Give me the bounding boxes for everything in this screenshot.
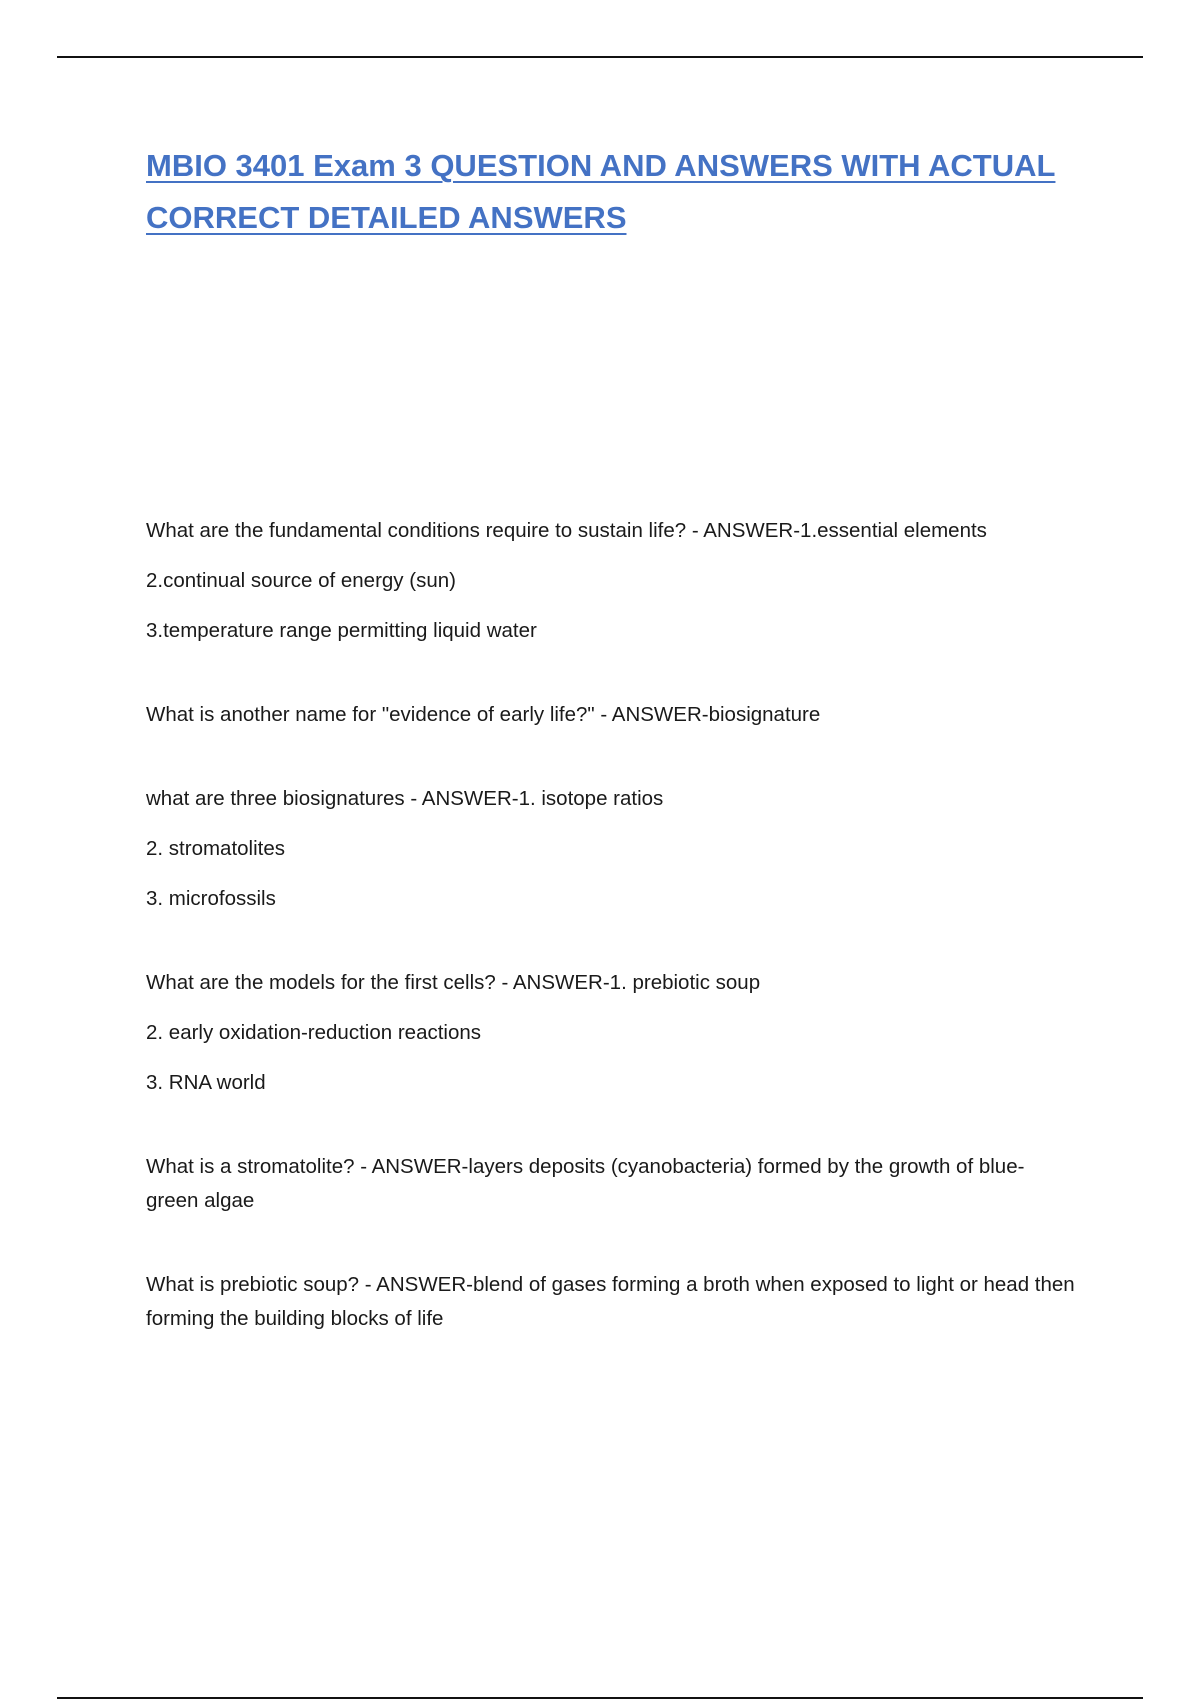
header-rule bbox=[57, 56, 1143, 58]
qa-line: 3.temperature range permitting liquid water bbox=[146, 619, 537, 642]
qa-item bbox=[146, 966, 1076, 1100]
qa-line: What are the models for the first cells? - ANSWER-1. prebiotic soup bbox=[146, 971, 761, 994]
qa-item bbox=[146, 782, 1076, 916]
qa-text: What is prebiotic soup? - ANSWER-blend of gases forming a broth when exposed to light or head then forming the building blocks of life bbox=[146, 1273, 1075, 1330]
qa-item bbox=[146, 514, 1076, 648]
qa-line: what are three biosignatures - ANSWER-1. isotope ratios bbox=[146, 787, 664, 810]
qa-line: 3. RNA world bbox=[146, 1071, 266, 1094]
qa-list bbox=[146, 514, 1076, 1386]
qa-line: 2. early oxidation-reduction reactions bbox=[146, 1021, 482, 1044]
document-title: MBIO 3401 Exam 3 QUESTION AND ANSWERS WITH ACTUAL CORRECT DETAILED ANSWERS bbox=[146, 148, 1056, 235]
qa-line: 3. microfossils bbox=[146, 887, 276, 910]
qa-item bbox=[146, 1268, 1076, 1336]
qa-line: What are the fundamental conditions require to sustain life? - ANSWER-1.essential elements bbox=[146, 519, 987, 542]
qa-line: 2.continual source of energy (sun) bbox=[146, 569, 456, 592]
footer-rule bbox=[57, 1697, 1143, 1699]
qa-item bbox=[146, 698, 1076, 732]
qa-line: 2. stromatolites bbox=[146, 837, 285, 860]
qa-line: What is another name for "evidence of early life?" - ANSWER-biosignature bbox=[146, 703, 821, 726]
qa-text: What is a stromatolite? - ANSWER-layers deposits (cyanobacteria) formed by the growth of blue-green algae bbox=[146, 1155, 1025, 1212]
qa-item bbox=[146, 1150, 1076, 1218]
